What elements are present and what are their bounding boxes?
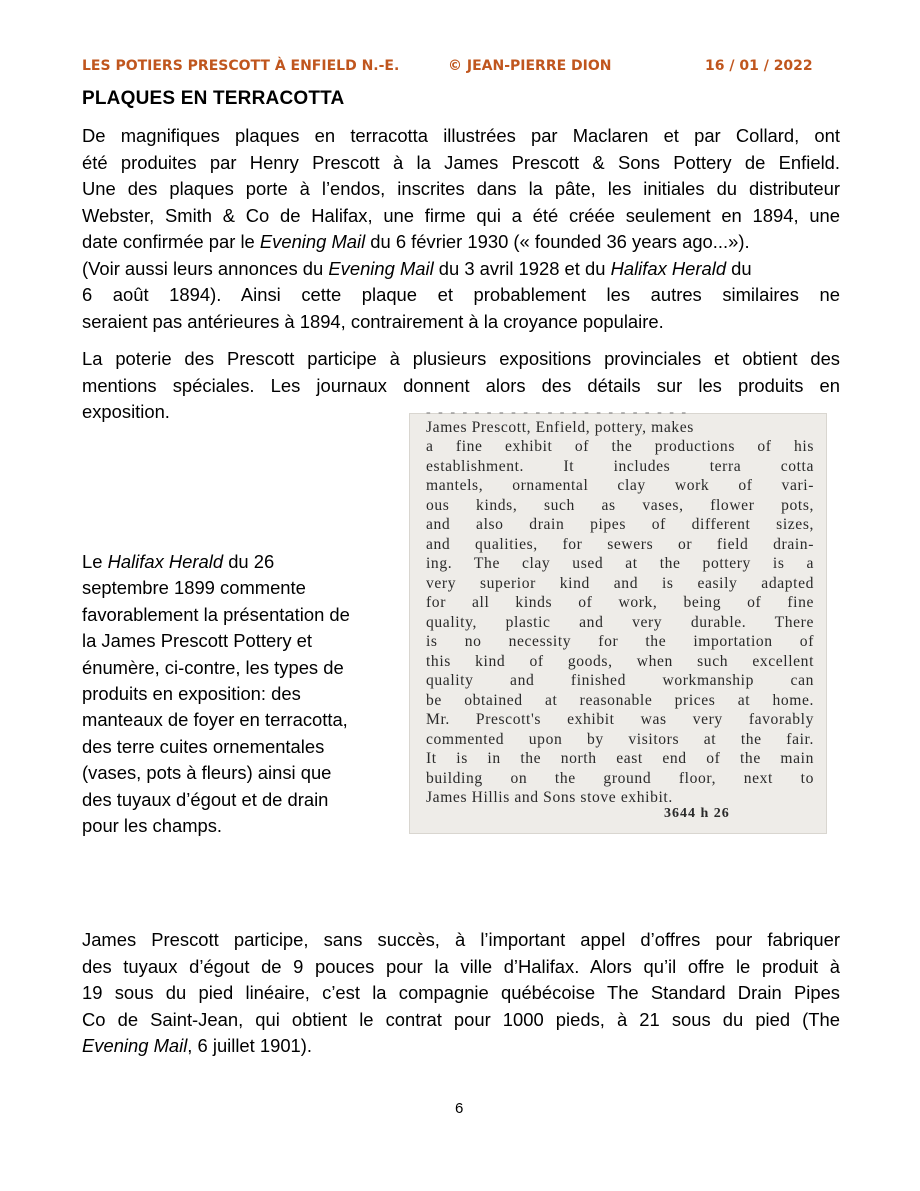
- text-line: manteaux de foyer en terracotta,: [82, 709, 348, 731]
- clipping-line: quality, plastic and very durable. There: [426, 613, 814, 631]
- clipping-line: Mr. Prescott's exhibit was very favorably: [426, 711, 814, 728]
- text-line: 6 août 1894). Ainsi cette plaque et probablement les autres similaires ne: [82, 284, 840, 305]
- clipping-line: ing. The clay used at the pottery is a: [426, 555, 814, 572]
- page-number: 6: [455, 1100, 464, 1117]
- clipping-reference: 3644 h 26: [664, 806, 730, 821]
- text-line: Evening Mail, 6 juillet 1901).: [82, 1035, 313, 1056]
- text-line: seraient pas antérieures à 1894, contrairement à la croyance populaire.: [82, 310, 664, 332]
- text-line: James Prescott participe, sans succès, à l’important appel d’offres pour fabriquer: [82, 929, 840, 950]
- text-line: date confirmée par le Evening Mail du 6 février 1930 (« founded 36 years ago...»).: [82, 231, 750, 252]
- clipping-line: ous kinds, such as vases, flower pots,: [426, 496, 814, 514]
- paragraph-plaques: [82, 123, 840, 335]
- text-line: la James Prescott Pottery et: [82, 630, 312, 652]
- clipping-line: for all kinds of work, being of fine: [426, 594, 814, 611]
- paragraph-appel-offres: [82, 927, 840, 1060]
- text-line: pour les champs.: [82, 815, 223, 837]
- clipping-line: is no necessity for the importation of: [426, 633, 814, 650]
- paragraph-halifax-herald: [82, 549, 402, 839]
- text-line: des tuyaux d’égout de 9 pouces pour la ville d’Halifax. Alors qu’il offre le produit à: [82, 955, 840, 977]
- text-line: (vases, pots à fleurs) ainsi que: [82, 762, 332, 784]
- text-line: 19 sous du pied linéaire, c’est la compagnie québécoise The Standard Drain Pipes: [82, 982, 840, 1003]
- text-line: septembre 1899 commente: [82, 577, 306, 599]
- clipping-line: commented upon by visitors at the fair.: [426, 730, 814, 748]
- clipping-line: quality and finished workmanship can: [426, 672, 814, 689]
- text-line: exposition.: [82, 401, 170, 422]
- clipping-line: mantels, ornamental clay work of vari-: [426, 477, 814, 494]
- text-line: Co de Saint-Jean, qui obtient le contrat pour 1000 pieds, à 21 sous du pied (The: [82, 1008, 840, 1030]
- clipping-line: very superior kind and is easily adapted: [426, 574, 814, 592]
- clipping-line: James Hillis and Sons stove exhibit.: [426, 789, 673, 806]
- text-line: énumère, ci-contre, les types de: [82, 656, 344, 678]
- text-line: favorablement la présentation de: [82, 603, 350, 625]
- section-title: PLAQUES EN TERRACOTTA: [82, 88, 345, 109]
- clipping-line: this kind of goods, when such excellent: [426, 652, 814, 670]
- clipping-line: a fine exhibit of the productions of his: [426, 438, 814, 455]
- text-line: des tuyaux d’égout et de drain: [82, 788, 329, 810]
- clipping-line: and also drain pipes of different sizes,: [426, 516, 814, 533]
- header-date: 16 / 01 / 2022: [705, 58, 813, 74]
- page-header: [82, 58, 822, 80]
- newspaper-clipping: [409, 405, 827, 834]
- text-line: des terre cuites ornementales: [82, 735, 325, 757]
- header-book-title: LES POTIERS PRESCOTT À ENFIELD N.-E.: [82, 58, 400, 74]
- clipping-line: building on the ground floor, next to: [426, 769, 814, 787]
- text-line: Webster, Smith & Co de Halifax, une firme qui a été créée seulement en 1894, une: [82, 204, 840, 226]
- text-line: Le Halifax Herald du 26: [82, 551, 275, 572]
- text-line: (Voir aussi leurs annonces du Evening Mail du 3 avril 1928 et du Halifax Herald du: [82, 257, 752, 279]
- text-line: La poterie des Prescott participe à plusieurs expositions provinciales et obtient des: [82, 348, 840, 369]
- clipping-line: establishment. It includes terra cotta: [426, 457, 814, 475]
- clipping-line: and qualities, for sewers or field drain-: [426, 535, 814, 553]
- clipping-line: It is in the north east end of the main: [426, 750, 814, 767]
- clipping-line: James Prescott, Enfield, pottery, makes: [426, 419, 694, 436]
- text-line: De magnifiques plaques en terracotta illustrées par Maclaren et par Collard, ont: [82, 125, 840, 146]
- header-copyright: © JEAN-PIERRE DION: [448, 58, 612, 74]
- text-line: produits en exposition: des: [82, 683, 301, 705]
- clipping-line: be obtained at reasonable prices at home.: [426, 691, 814, 709]
- text-line: été produites par Henry Prescott à la James Prescott & Sons Pottery de Enfield.: [82, 151, 840, 173]
- text-line: mentions spéciales. Les journaux donnent alors des détails sur les produits en: [82, 374, 840, 396]
- clipping-cut-line: - - - - - - - - - - - - - - - - - - - - - -: [426, 405, 689, 420]
- text-line: Une des plaques porte à l’endos, inscrites dans la pâte, les initiales du distributeur: [82, 178, 840, 199]
